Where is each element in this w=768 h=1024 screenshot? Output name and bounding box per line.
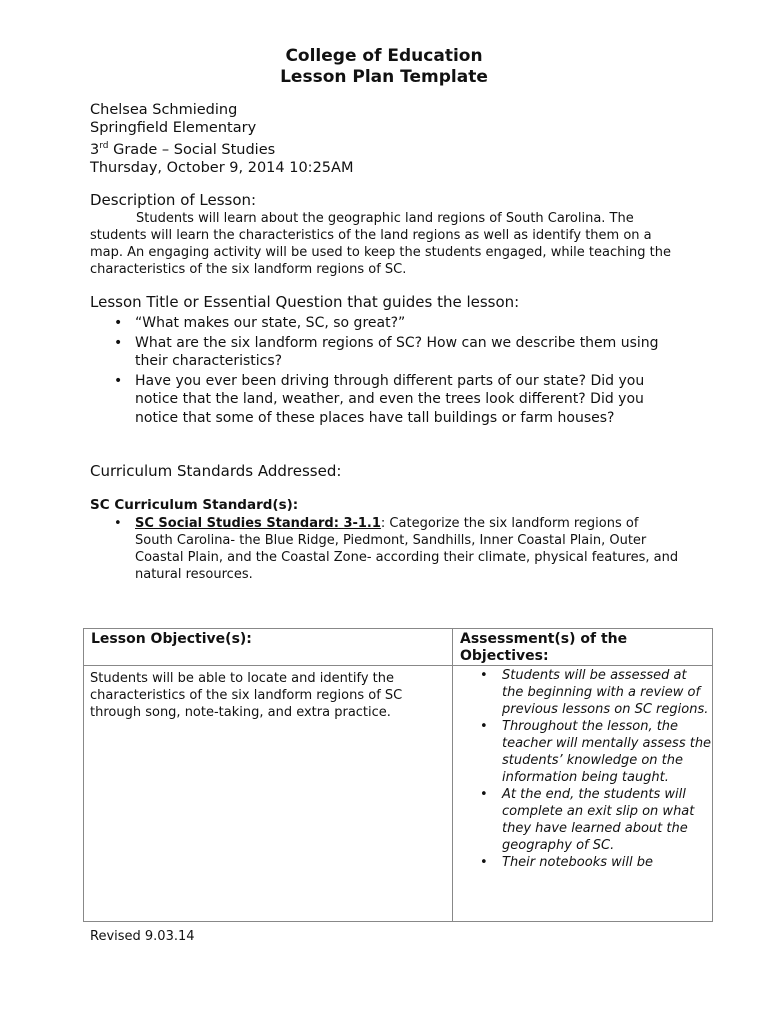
list-item-text: What are the six landform regions of SC? How can we describe them using their characteristics?: [135, 334, 659, 369]
author-block: [90, 101, 353, 177]
bullet-icon: •: [114, 315, 123, 331]
assessment-cell: [453, 666, 713, 922]
grade-ordinal: rd: [99, 141, 109, 151]
curriculum-heading: Curriculum Standards Addressed:: [90, 462, 342, 480]
list-item: [453, 667, 712, 718]
list-item-text: Their notebooks will be: [502, 855, 653, 870]
lesson-date: Thursday, October 9, 2014 10:25AM: [90, 159, 354, 176]
objectives-table: [83, 628, 713, 922]
objective-cell: Students will be able to locate and identify the characteristics of the six landform regions of SC through song, note-taking, and extra practice.: [84, 666, 453, 922]
bullet-icon: •: [114, 334, 123, 351]
list-item: [90, 314, 670, 333]
list-item-text: Throughout the lesson, the teacher will mentally assess the students’ knowledge on the information being taught.: [502, 719, 712, 785]
grade-number: 3: [90, 141, 100, 158]
essential-question-list: [90, 314, 670, 428]
bullet-icon: •: [480, 668, 488, 683]
bullet-icon: •: [114, 372, 123, 389]
standard-link[interactable]: SC Social Studies Standard: 3-1.1: [135, 516, 381, 531]
list-item: [453, 718, 712, 786]
list-item: [90, 372, 670, 428]
grade-subject-text: Grade – Social Studies: [108, 141, 276, 158]
list-item-text: Have you ever been driving through different parts of our state? Did you notice that the land, weather, and even the trees look different? Did you notice that some of these places have tall buildings or farm houses?: [135, 372, 645, 426]
list-item-text: “What makes our state, SC, so great?”: [135, 315, 406, 331]
description-text: Students will learn about the geographic land regions of South Carolina. The students will learn the characteristics of the land regions as well as identify them on a map. An engaging activity will be used to keep the students engaged, while teaching the characteristics of the six landform regions of SC.: [90, 211, 671, 277]
grade-subject: [90, 137, 353, 159]
curriculum-subheading: SC Curriculum Standard(s):: [90, 497, 299, 513]
standard-text: : Categorize the six landform regions of South Carolina- the Blue Ridge, Piedmont, Sandhills, Inner Coastal Plain, Outer Coastal Plain, and the Coastal Zone- according their climate, physical features, and natural resources.: [135, 516, 679, 582]
school-name: Springfield Elementary: [90, 120, 257, 136]
assessment-list: [453, 667, 712, 871]
doc-title: College of Education: [285, 46, 483, 66]
list-item: [453, 854, 712, 871]
standards-list: [90, 515, 680, 583]
doc-subtitle: Lesson Plan Template: [280, 67, 488, 87]
revision-footer: Revised 9.03.14: [90, 929, 195, 944]
bullet-icon: •: [480, 855, 488, 870]
list-item-text: Students will be assessed at the beginning with a review of previous lessons on SC regions.: [502, 668, 709, 717]
bullet-icon: •: [480, 787, 488, 802]
objective-header: Lesson Objective(s):: [84, 629, 453, 666]
description-heading: Description of Lesson:: [90, 191, 257, 209]
essential-question-heading: Lesson Title or Essential Question that guides the lesson:: [90, 293, 520, 311]
author-name: Chelsea Schmieding: [90, 102, 238, 118]
list-item-text: At the end, the students will complete an exit slip on what they have learned about the geography of SC.: [502, 787, 695, 853]
list-item: [90, 515, 680, 583]
bullet-icon: •: [480, 719, 488, 734]
list-item: [90, 334, 670, 371]
bullet-icon: •: [114, 516, 122, 531]
assessment-header: Assessment(s) of the Objectives:: [453, 629, 713, 666]
list-item: [453, 786, 712, 854]
